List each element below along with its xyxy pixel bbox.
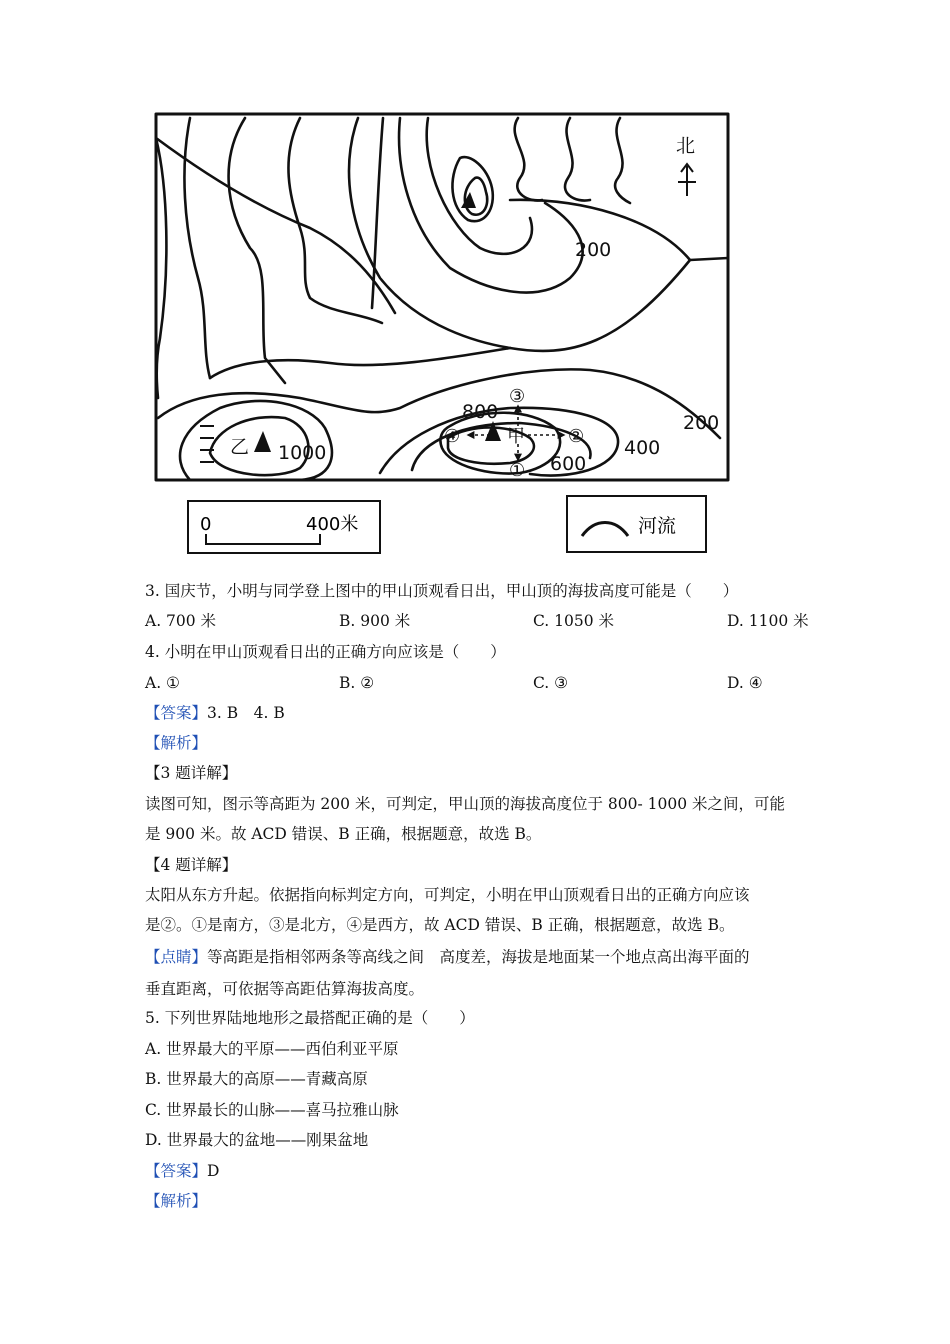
peak-yi-label: 乙 — [230, 436, 250, 458]
contour-line — [229, 118, 285, 383]
river — [510, 200, 728, 260]
q4-option-d: D. ④ — [727, 674, 763, 692]
q5-option-b: B. 世界最大的高原——青藏高原 — [145, 1070, 368, 1088]
detail3-heading: 【3 题详解】 — [145, 764, 238, 782]
analysis-tag-1 — [145, 733, 207, 753]
answer-block-1 — [145, 703, 285, 723]
scale-end: 400米 — [306, 514, 359, 535]
contour-line — [158, 369, 720, 438]
q5-option-a: A. 世界最大的平原——西伯利亚平原 — [145, 1040, 399, 1058]
q4-option-c: C. ③ — [533, 674, 569, 692]
detail4-line1: 太阳从东方升起。依据指向标判定方向，可判定，小明在甲山顶观看日出的正确方向应该 — [145, 886, 750, 904]
contour-map-figure — [150, 108, 740, 560]
peak-yi-icon — [254, 431, 271, 452]
peak-triangle — [461, 192, 476, 208]
scale-bar — [188, 501, 380, 553]
contour-line — [184, 118, 210, 378]
marker-4: ④ — [444, 426, 461, 447]
q4-option-a: A. ① — [145, 674, 180, 692]
dianjing-text: 等高距是指相邻两条等高线之间 高度差，海拔是地面某一个地点高出海平面的 — [207, 948, 750, 966]
contour-line — [615, 118, 630, 203]
detail4-heading: 【4 题详解】 — [145, 856, 238, 874]
dianjing-tag: 【点睛】 — [145, 948, 208, 966]
detail3-line2: 是 900 米。故 ACD 错误、B 正确，根据题意，故选 B。 — [145, 825, 542, 843]
dianjing-line1 — [145, 947, 750, 967]
north-label: 北 — [676, 135, 696, 157]
q5-option-c: C. 世界最长的山脉——喜马拉雅山脉 — [145, 1101, 399, 1119]
marker-3: ③ — [509, 386, 526, 407]
river-legend-icon — [582, 523, 628, 537]
q3-stem: 3. 国庆节，小明与同学登上图中的甲山顶观看日出，甲山顶的海拔高度可能是（ ） — [145, 582, 739, 600]
answer-tag: 【答案】 — [145, 1162, 208, 1180]
contour-line — [156, 138, 166, 398]
contour-line — [288, 118, 382, 323]
q5-stem: 5. 下列世界陆地地形之最搭配正确的是（ ） — [145, 1009, 475, 1027]
contour-label-200-upper: 200 — [575, 239, 612, 261]
answer-text: 3. B 4. B — [207, 704, 285, 722]
contour-line — [565, 118, 590, 201]
marker-1: ① — [509, 460, 526, 481]
contour-line — [180, 401, 332, 480]
q4-stem: 4. 小明在甲山顶观看日出的正确方向应该是（ ） — [145, 643, 506, 661]
detail3-line1: 读图可知，图示等高距为 200 米，可判定，甲山顶的海拔高度位于 800- 1000 米之间，可能 — [145, 795, 785, 813]
contour-label-1000: 1000 — [278, 442, 327, 464]
answer-tag: 【答案】 — [145, 704, 208, 722]
q3-option-d: D. 1100 米 — [727, 612, 809, 630]
answer-block-2 — [145, 1161, 219, 1181]
north-arrow-icon — [678, 164, 696, 196]
q4-option-b: B. ② — [339, 674, 375, 692]
q3-option-c: C. 1050 米 — [533, 612, 615, 630]
contour-label-400: 400 — [624, 437, 661, 459]
q3-option-a: A. 700 米 — [145, 612, 217, 630]
dianjing-line2: 垂直距离，可依据等高距估算海拔高度。 — [145, 980, 425, 998]
analysis-tag: 【解析】 — [145, 1192, 208, 1210]
contour-label-200-lower: 200 — [683, 412, 720, 434]
scale-start: 0 — [200, 514, 212, 535]
river — [156, 138, 395, 313]
contour-line — [452, 157, 492, 221]
detail4-line2: 是②。①是南方，③是北方，④是西方，故 ACD 错误、B 正确，根据题意，故选 B。 — [145, 916, 735, 934]
q5-option-d: D. 世界最大的盆地——刚果盆地 — [145, 1131, 369, 1149]
contour-line — [210, 348, 510, 378]
legend-river-label: 河流 — [638, 515, 677, 537]
analysis-tag-2 — [145, 1191, 207, 1211]
legend — [567, 496, 706, 552]
answer-text: D — [207, 1162, 220, 1180]
contour-label-600: 600 — [550, 453, 587, 475]
marker-2: ② — [568, 426, 585, 447]
contour-line — [515, 118, 542, 201]
peak-jia-label: 甲 — [507, 426, 525, 447]
q3-option-b: B. 900 米 — [339, 612, 411, 630]
contour-label-800: 800 — [462, 401, 499, 423]
analysis-tag: 【解析】 — [145, 734, 208, 752]
